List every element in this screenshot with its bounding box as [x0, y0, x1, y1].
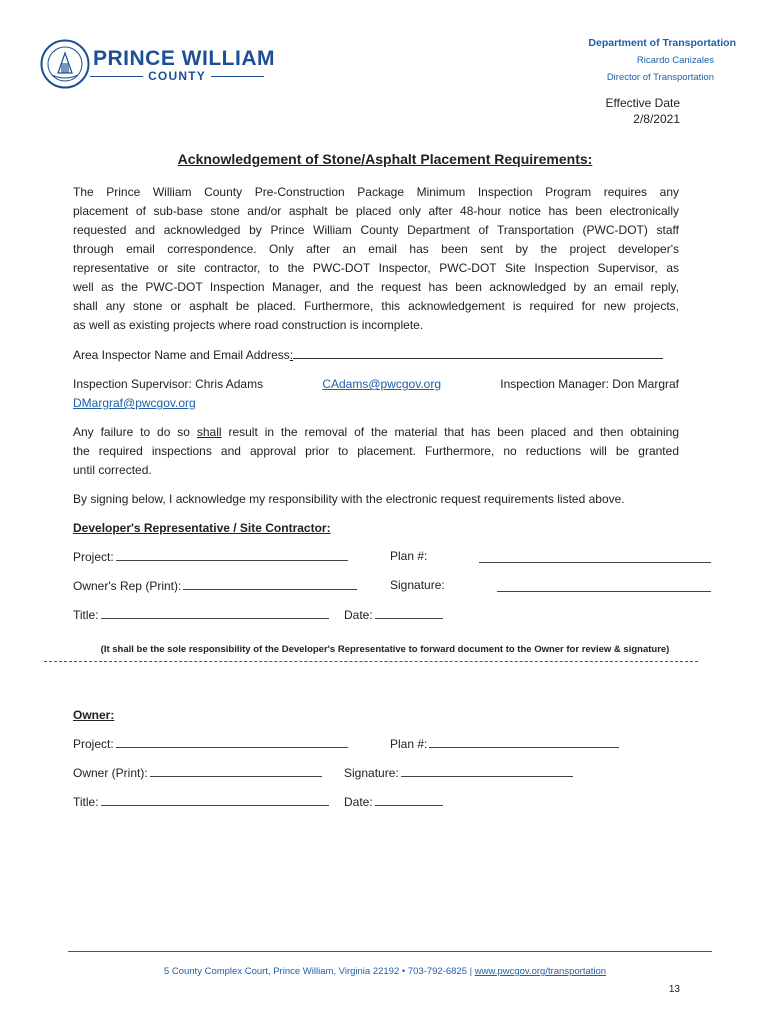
footer-website-link[interactable]: www.pwcgov.org/transportation	[474, 966, 607, 977]
dev-owners-rep-label: Owner's Rep (Print):	[73, 579, 182, 593]
footer-rule	[68, 951, 712, 952]
dev-plan-field[interactable]	[479, 551, 711, 563]
supervisor-email-link[interactable]: CAdams@pwcgov.org	[322, 377, 441, 391]
owner-plan-label: Plan #:	[390, 737, 428, 751]
dev-title-field[interactable]	[101, 607, 329, 619]
owner-title-row	[73, 794, 329, 809]
owner-date-label: Date:	[344, 795, 373, 809]
intro-paragraph	[73, 183, 679, 335]
intro-line: through email correspondence. Only after an email has been sent by the project developer's	[73, 242, 679, 256]
director-title: Director of Transportation	[606, 72, 714, 83]
developer-section-heading: Developer's Representative / Site Contractor:	[73, 521, 331, 535]
dev-date-label: Date:	[344, 608, 373, 622]
dev-plan-label: Plan #:	[390, 549, 428, 563]
failure-text-pre: Any failure to do so	[73, 425, 197, 439]
area-inspector-row	[73, 346, 679, 365]
dev-title-row	[73, 607, 329, 622]
owner-project-field[interactable]	[116, 736, 348, 748]
inspection-contacts	[73, 375, 679, 413]
area-inspector-label: Area Inspector Name and Email Address	[73, 348, 290, 362]
dev-project-field[interactable]	[116, 549, 348, 561]
dev-project-label: Project:	[73, 550, 114, 564]
logo-name: PRINCE WILLIAM	[93, 47, 275, 70]
effective-date-value: 2/8/2021	[633, 112, 680, 126]
owner-signature-row	[344, 765, 573, 780]
owner-title-label: Title:	[73, 795, 99, 809]
supervisor-label: Inspection Supervisor: Chris Adams	[73, 377, 264, 391]
intro-line: placement of sub-base stone and/or asphalt be placed only after 48-hour notice has been electronically	[73, 204, 679, 218]
dev-signature-field[interactable]	[497, 580, 711, 592]
county-seal-icon	[40, 39, 90, 89]
intro-line: as well as existing projects where road construction is incomplete.	[73, 318, 424, 332]
failure-line-2: the required inspections and approval prior to placement. Furthermore, no reductions will be granted	[73, 444, 679, 458]
owner-print-field[interactable]	[150, 765, 322, 777]
dev-signature-label: Signature:	[390, 578, 445, 592]
footer-address-text: 5 County Complex Court, Prince William, Virginia 22192 • 703-792-6825 |	[163, 966, 475, 977]
failure-shall: shall	[196, 425, 222, 439]
dashed-divider	[44, 661, 698, 662]
footer-address	[0, 966, 770, 977]
logo-rule-right	[211, 76, 264, 77]
dev-owners-rep-row	[73, 578, 357, 593]
failure-text-post: result in the removal of the material that has been placed and then obtaining	[221, 425, 679, 439]
failure-line-3: until corrected.	[73, 463, 152, 477]
responsibility-note: (It shall be the sole responsibility of the Developer's Representative to forward document to the Owner for review & signature)	[100, 644, 670, 655]
owner-date-row	[344, 794, 443, 809]
dev-date-field[interactable]	[375, 607, 443, 619]
dev-owners-rep-field[interactable]	[183, 578, 357, 590]
owner-project-row	[73, 736, 348, 751]
owner-signature-field[interactable]	[401, 765, 573, 777]
area-inspector-colon: :	[289, 348, 294, 362]
effective-date-label: Effective Date	[605, 96, 680, 110]
area-inspector-field[interactable]	[293, 347, 663, 359]
intro-line: shall any stone or asphalt be placed. Furthermore, this acknowledgement is required for new projects,	[73, 299, 679, 313]
dev-date-row	[344, 607, 443, 622]
department-name: Department of Transportation	[588, 37, 736, 49]
document-title: Acknowledgement of Stone/Asphalt Placement Requirements:	[177, 151, 593, 167]
owner-signature-label: Signature:	[344, 766, 399, 780]
manager-label: Inspection Manager: Don Margraf	[500, 377, 679, 391]
manager-email-link[interactable]: DMargraf@pwcgov.org	[73, 396, 196, 410]
director-name: Ricardo Canizales	[636, 55, 714, 66]
contacts-line	[73, 375, 679, 394]
owner-project-label: Project:	[73, 737, 114, 751]
signing-statement: By signing below, I acknowledge my responsibility with the electronic request requirements listed above.	[73, 492, 625, 506]
failure-line-1	[73, 423, 679, 442]
effective-date-block	[606, 95, 680, 127]
owner-plan-field[interactable]	[429, 736, 619, 748]
intro-line: representative or site contractor, to the PWC-DOT Inspector, PWC-DOT Site Inspection Supervisor, as	[73, 261, 679, 275]
owner-plan-row	[390, 736, 619, 751]
intro-line: well as the PWC-DOT Inspection Manager, and the request has been acknowledged by an email reply,	[73, 280, 679, 294]
intro-line: The Prince William County Pre-Construction Package Minimum Inspection Program requires any	[73, 185, 679, 199]
owner-title-field[interactable]	[101, 794, 329, 806]
logo-rule-left	[90, 76, 143, 77]
owner-print-row	[73, 765, 322, 780]
logo-county-text: COUNTY	[148, 69, 206, 83]
logo-county	[90, 69, 264, 83]
dev-title-label: Title:	[73, 608, 99, 622]
intro-line: requested and acknowledged by Prince William County Department of Transportation (PWC-DOT) staff	[73, 223, 679, 237]
page-number: 13	[668, 984, 680, 995]
dev-project-row	[73, 549, 348, 564]
owner-date-field[interactable]	[375, 794, 443, 806]
owner-section-heading: Owner:	[73, 708, 115, 722]
owner-print-label: Owner (Print):	[73, 766, 148, 780]
failure-paragraph	[73, 423, 679, 480]
